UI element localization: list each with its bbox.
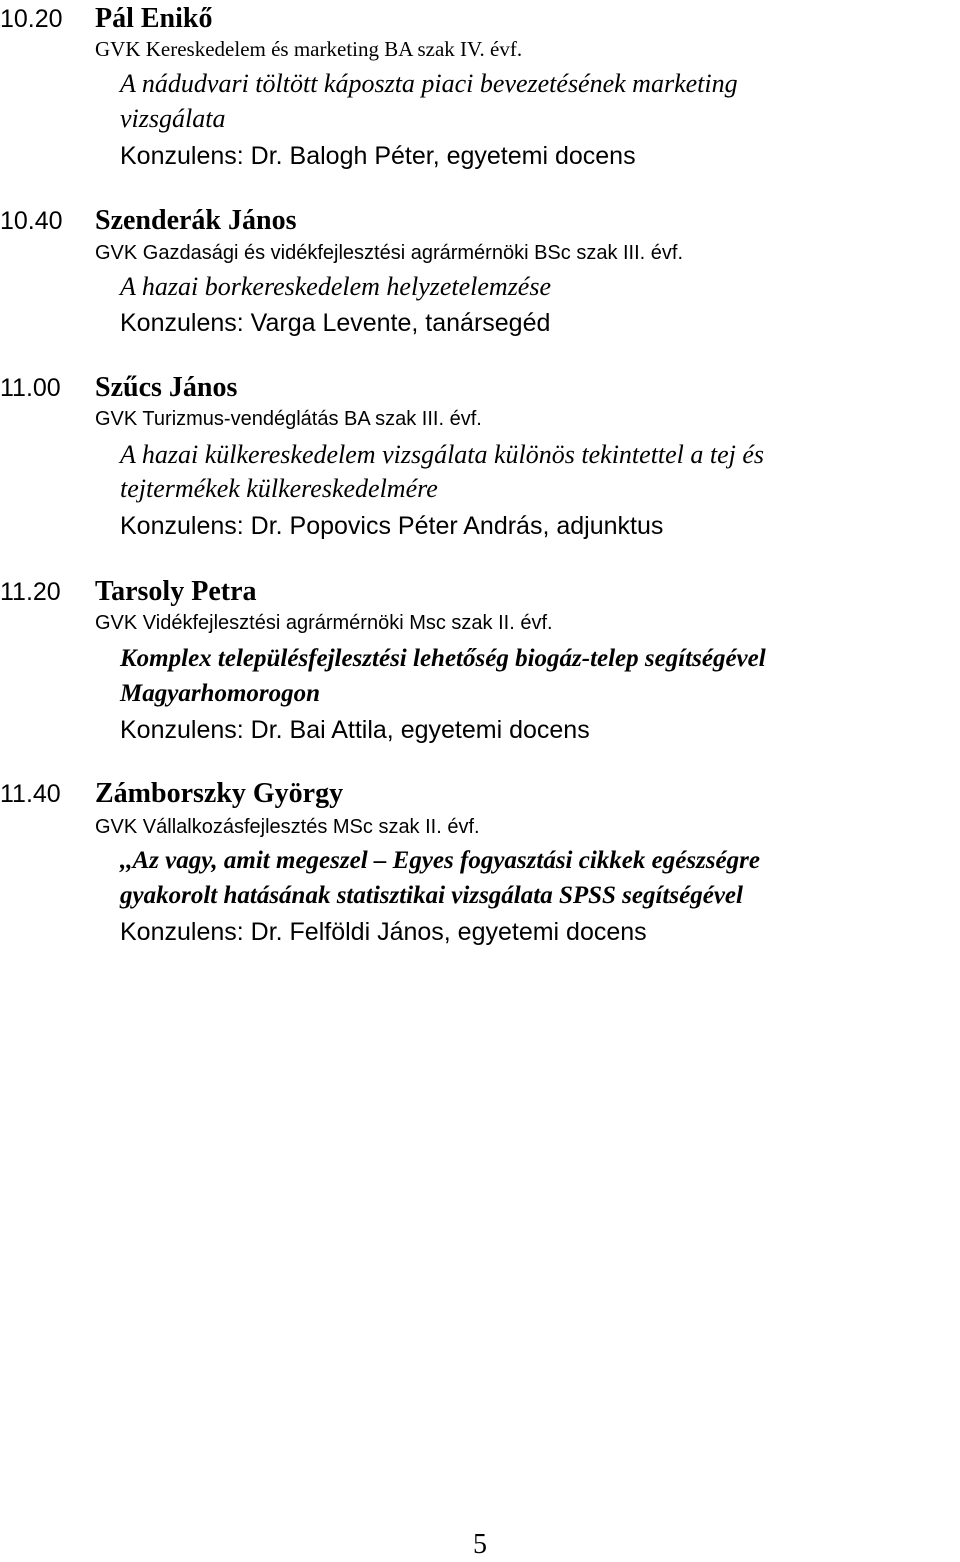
time-slot: 11.40 [0,780,61,808]
time-slot: 10.40 [0,207,63,235]
study-program: GVK Turizmus-vendéglátás BA szak III. évf. [95,408,482,430]
thesis-title-line: vizsgálata [120,104,226,133]
thesis-title-line: Komplex településfejlesztési lehetőség biogáz-telep segítségével [120,645,766,672]
presenter-name: Szenderák János [95,205,297,236]
time-slot: 10.20 [0,5,63,33]
supervisor: Konzulens: Dr. Bai Attila, egyetemi docens [120,716,590,744]
time-slot: 11.00 [0,374,61,402]
thesis-title-line: A hazai borkereskedelem helyzetelemzése [120,272,552,301]
supervisor: Konzulens: Dr. Popovics Péter András, adjunktus [120,512,664,540]
presenter-name: Pál Enikő [95,3,213,34]
supervisor: Konzulens: Dr. Balogh Péter, egyetemi docens [120,142,636,170]
thesis-title-line: Magyarhomorogon [120,680,321,707]
time-slot: 11.20 [0,578,61,606]
presenter-name: Szűcs János [95,372,238,403]
study-program: GVK Kereskedelem és marketing BA szak IV. évf. [95,37,523,61]
supervisor: Konzulens: Dr. Felföldi János, egyetemi docens [120,918,647,946]
presenter-name: Tarsoly Petra [95,576,257,607]
study-program: GVK Gazdasági és vidékfejlesztési agrármérnöki BSc szak III. évf. [95,242,684,264]
thesis-title-line: A nádudvari töltött káposzta piaci bevezetésének marketing [120,69,738,98]
study-program: GVK Vállalkozásfejlesztés MSc szak II. évf. [95,816,480,838]
page-number: 5 [473,1529,487,1560]
study-program: GVK Vidékfejlesztési agrármérnöki Msc szak II. évf. [95,612,553,634]
thesis-title-line: ,,Az vagy, amit megeszel – Egyes fogyasztási cikkek egészségre [120,847,760,874]
thesis-title-line: tejtermékek külkereskedelmére [120,474,438,503]
thesis-title-line: A hazai külkereskedelem vizsgálata különös tekintettel a tej és [120,440,765,469]
presenter-name: Zámborszky György [95,778,344,809]
supervisor: Konzulens: Varga Levente, tanársegéd [120,309,551,337]
thesis-title-line: gyakorolt hatásának statisztikai vizsgálata SPSS segítségével [120,882,743,909]
